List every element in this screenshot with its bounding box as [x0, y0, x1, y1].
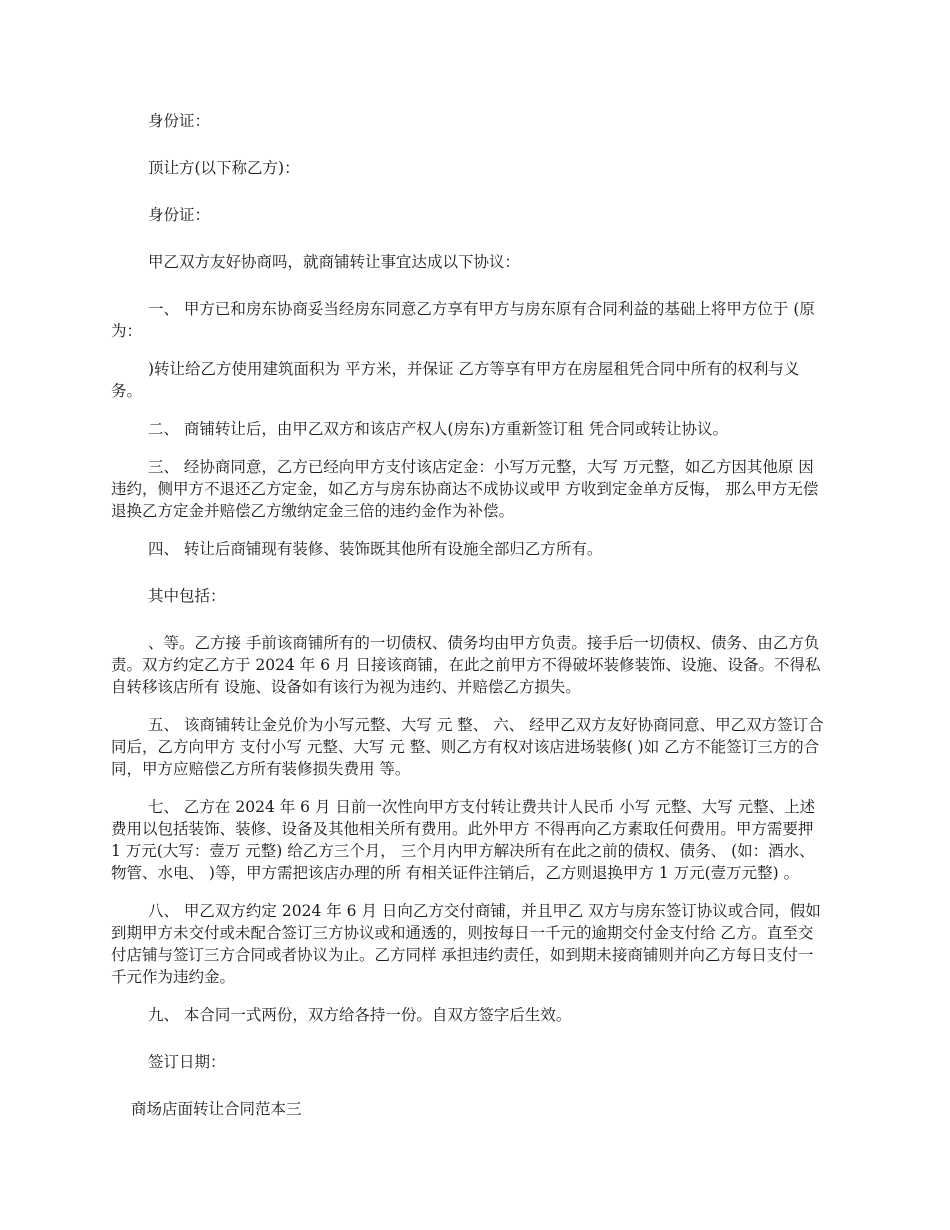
paragraph-party-b: 顶让方(以下称乙方)：	[148, 159, 300, 177]
document-body	[111, 110, 826, 1136]
paragraph-clause-5-6: 五、 该商铺转让金兑价为小写元整、大写 元 整、 六、 经甲乙双方友好协商同意、甲乙双方签订合同后，乙方向甲方 支付小写 元整、大写 元 整、则乙方有权对该店进场装修( )如 乙方不能签订三方的合同，甲方应赔偿乙方所有装修损失费用 等。	[111, 716, 824, 778]
paragraph-clause-9: 九、 本合同一式两份，双方给各持一份。自双方签字后生效。	[148, 1006, 572, 1024]
paragraph-clause-1: 一、 甲方已和房东协商妥当经房东同意乙方享有甲方与房东原有合同利益的基础上将甲方位于 (原 为：	[111, 300, 815, 340]
paragraph-clause-3: 三、 经协商同意，乙方已经向甲方支付该店定金：小写万元整，大写 万元整，如乙方因其他原 因违约，侧甲方不退还乙方定金，如乙方与房东协商达不成协议或甲 方收到定金单方反悔， 那么甲方无偿退换乙方定金并赔偿乙方缴纳定金三倍的违约金作为补偿。	[111, 458, 819, 520]
paragraph-includes: 其中包括：	[148, 587, 226, 605]
paragraph-intro: 甲乙双方友好协商吗，就商铺转让事宜达成以下协议：	[148, 253, 521, 271]
paragraph-clause-8: 八、 甲乙双方约定 2024 年 6 月 日向乙方交付商铺，并且甲乙 双方与房东签订协议或合同，假如到期甲方未交付或未配合签订三方协议或和通透的，则按每日一千元的逾期交付金支付给 乙方。直至交付店铺与签订三方合同或者协议为止。乙方同样 承担违约责任，如到期未接商铺则并向乙方每日支付一千元作为违约金。	[111, 902, 821, 986]
paragraph-clause-2: 二、 商铺转让后，由甲乙双方和该店产权人(房东)方重新签订租 凭合同或转让协议。	[148, 420, 728, 438]
paragraph-id-card-b: 身份证：	[148, 206, 211, 224]
paragraph-id-card-a: 身份证：	[148, 112, 211, 130]
next-section-title: 商场店面转让合同范本三	[131, 1100, 302, 1118]
paragraph-clause-4: 四、 转让后商铺现有装修、装饰既其他所有设施全部归乙方所有。	[148, 540, 603, 558]
paragraph-sign-date: 签订日期：	[148, 1053, 226, 1071]
paragraph-clause-7: 七、 乙方在 2024 年 6 月 日前一次性向甲方支付转让费共计人民币 小写 元整、大写 元整、上述 费用以包括装饰、装修、设备及其他相关所有费用。此外甲方 不得再向乙方素取任何费用。甲方需要押 1 万元(大写：壹万 元整) 给乙方三个月， 三个月内甲方解决所有在此之前的债权、债务、 (如：酒水、物管、水电、 )等，甲方需把该店办理的所 有相关证件注销后，乙方则退换甲方 1 万元(壹万元整) 。	[111, 798, 816, 882]
paragraph-handover: 、等。乙方接 手前该商铺所有的一切债权、债务均由甲方负责。接手后一切债权、债务、由乙方负责。双方约定乙方于 2024 年 6 月 日接该商铺，在此之前甲方不得破坏装修装饰、设施、设备。不得私自转移该店所有 设施、设备如有该行为视为违约、并赔偿乙方损失。	[111, 634, 821, 696]
paragraph-clause-1-cont: )转让给乙方使用建筑面积为 平方米，并保证 乙方等享有甲方在房屋租凭合同中所有的权利与义务。	[111, 360, 800, 400]
